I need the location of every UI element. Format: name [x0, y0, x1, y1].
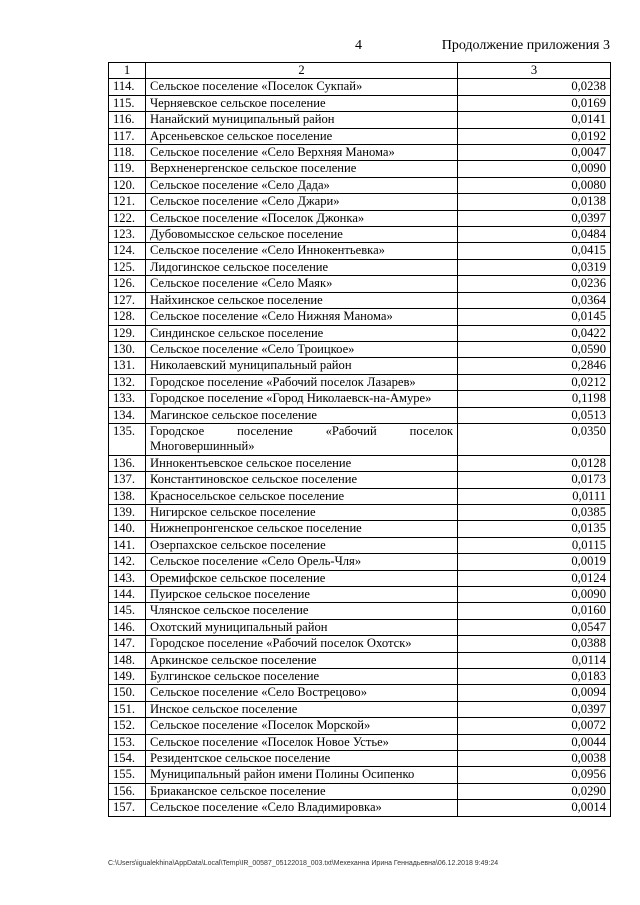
row-value: 0,0094 — [458, 685, 611, 701]
municipality-name: Сельское поселение «Поселок Морской» — [146, 718, 458, 734]
table-row — [109, 636, 611, 652]
municipality-name: Найхинское сельское поселение — [146, 292, 458, 308]
row-number: 131. — [109, 358, 146, 374]
row-number: 133. — [109, 391, 146, 407]
table-row — [109, 243, 611, 259]
row-number: 134. — [109, 407, 146, 423]
row-number: 153. — [109, 734, 146, 750]
row-number: 157. — [109, 800, 146, 816]
row-value: 0,0173 — [458, 472, 611, 488]
table-row — [109, 177, 611, 193]
row-value: 0,0397 — [458, 701, 611, 717]
row-number: 128. — [109, 309, 146, 325]
row-number: 143. — [109, 570, 146, 586]
row-value: 0,0090 — [458, 587, 611, 603]
row-number: 135. — [109, 423, 146, 455]
table-row — [109, 669, 611, 685]
row-number: 124. — [109, 243, 146, 259]
row-number: 138. — [109, 488, 146, 504]
row-value: 0,0135 — [458, 521, 611, 537]
row-value: 0,0236 — [458, 276, 611, 292]
row-value: 0,0319 — [458, 259, 611, 275]
table-row — [109, 210, 611, 226]
row-value: 0,0138 — [458, 194, 611, 210]
table-row — [109, 570, 611, 586]
municipality-name: Сельское поселение «Село Троицкое» — [146, 341, 458, 357]
table-row — [109, 423, 611, 455]
row-number: 126. — [109, 276, 146, 292]
table-row — [109, 325, 611, 341]
row-value: 0,0547 — [458, 619, 611, 635]
municipality-name: Сельское поселение «Село Вострецово» — [146, 685, 458, 701]
row-value: 0,0956 — [458, 767, 611, 783]
table-row — [109, 407, 611, 423]
row-number: 148. — [109, 652, 146, 668]
row-number: 147. — [109, 636, 146, 652]
municipality-name: Арсеньевское сельское поселение — [146, 128, 458, 144]
table-row — [109, 292, 611, 308]
table-row — [109, 783, 611, 799]
row-value: 0,0422 — [458, 325, 611, 341]
column-header: 1 — [109, 63, 146, 79]
row-number: 141. — [109, 537, 146, 553]
table-row — [109, 685, 611, 701]
table-row — [109, 619, 611, 635]
row-number: 156. — [109, 783, 146, 799]
table-row — [109, 652, 611, 668]
table-row — [109, 455, 611, 471]
table-row — [109, 145, 611, 161]
municipality-name: Черняевское сельское поселение — [146, 95, 458, 111]
row-value: 0,0350 — [458, 423, 611, 455]
municipality-name: Нигирское сельское поселение — [146, 504, 458, 520]
row-number: 117. — [109, 128, 146, 144]
row-number: 129. — [109, 325, 146, 341]
municipality-name: Городское поселение «Город Николаевск-на-Амуре» — [146, 391, 458, 407]
table-row — [109, 587, 611, 603]
row-value: 0,2846 — [458, 358, 611, 374]
municipality-name: Булгинское сельское поселение — [146, 669, 458, 685]
row-value: 0,0415 — [458, 243, 611, 259]
municipality-name: Нижнепронгенское сельское поселение — [146, 521, 458, 537]
row-value: 0,0192 — [458, 128, 611, 144]
municipality-name: Сельское поселение «Село Маяк» — [146, 276, 458, 292]
appendix-table — [108, 62, 611, 817]
table-row — [109, 472, 611, 488]
table-row — [109, 358, 611, 374]
row-value: 0,0385 — [458, 504, 611, 520]
table-row — [109, 718, 611, 734]
municipality-name: Сельское поселение «Село Нижняя Манома» — [146, 309, 458, 325]
municipality-name: Сельское поселение «Село Владимировка» — [146, 800, 458, 816]
table-row — [109, 554, 611, 570]
table-row — [109, 112, 611, 128]
municipality-name: Верхненергенское сельское поселение — [146, 161, 458, 177]
municipality-name: Сельское поселение «Поселок Новое Устье» — [146, 734, 458, 750]
table-row — [109, 603, 611, 619]
row-value: 0,0290 — [458, 783, 611, 799]
municipality-name: Иннокентьевское сельское поселение — [146, 455, 458, 471]
row-number: 140. — [109, 521, 146, 537]
row-number: 142. — [109, 554, 146, 570]
municipality-name: Резидентское сельское поселение — [146, 751, 458, 767]
row-value: 0,0114 — [458, 652, 611, 668]
table-row — [109, 259, 611, 275]
municipality-name: Магинское сельское поселение — [146, 407, 458, 423]
row-number: 154. — [109, 751, 146, 767]
row-number: 118. — [109, 145, 146, 161]
municipality-name: Оремифское сельское поселение — [146, 570, 458, 586]
row-value: 0,0080 — [458, 177, 611, 193]
table-row — [109, 374, 611, 390]
municipality-name: Члянское сельское поселение — [146, 603, 458, 619]
row-value: 0,0072 — [458, 718, 611, 734]
row-value: 0,0238 — [458, 79, 611, 95]
municipality-name: Городское поселение «Рабочий поселок Многовершинный» — [146, 423, 458, 455]
row-number: 119. — [109, 161, 146, 177]
table-row — [109, 79, 611, 95]
table-row — [109, 537, 611, 553]
table-row — [109, 504, 611, 520]
row-number: 139. — [109, 504, 146, 520]
row-number: 127. — [109, 292, 146, 308]
row-value: 0,0364 — [458, 292, 611, 308]
municipality-name: Охотский муниципальный район — [146, 619, 458, 635]
municipality-name: Сельское поселение «Поселок Джонка» — [146, 210, 458, 226]
row-number: 144. — [109, 587, 146, 603]
municipality-name: Лидогинское сельское поселение — [146, 259, 458, 275]
column-header: 3 — [458, 63, 611, 79]
municipality-name: Дубовомысское сельское поселение — [146, 227, 458, 243]
row-number: 114. — [109, 79, 146, 95]
table-row — [109, 227, 611, 243]
page-number: 4 — [355, 38, 362, 53]
table-row — [109, 521, 611, 537]
municipality-name: Городское поселение «Рабочий поселок Лазарев» — [146, 374, 458, 390]
row-value: 0,0169 — [458, 95, 611, 111]
table-header-row — [109, 63, 611, 79]
municipality-name: Сельское поселение «Село Дада» — [146, 177, 458, 193]
row-number: 121. — [109, 194, 146, 210]
municipality-name: Аркинское сельское поселение — [146, 652, 458, 668]
row-number: 120. — [109, 177, 146, 193]
row-number: 123. — [109, 227, 146, 243]
row-value: 0,0019 — [458, 554, 611, 570]
municipality-name: Сельское поселение «Село Верхняя Манома» — [146, 145, 458, 161]
row-value: 0,0513 — [458, 407, 611, 423]
column-header: 2 — [146, 63, 458, 79]
row-value: 0,0212 — [458, 374, 611, 390]
row-number: 151. — [109, 701, 146, 717]
continuation-title: Продолжение приложения 3 — [441, 38, 610, 53]
row-number: 149. — [109, 669, 146, 685]
municipality-name: Сельское поселение «Село Джари» — [146, 194, 458, 210]
municipality-name: Инское сельское поселение — [146, 701, 458, 717]
municipality-name: Муниципальный район имени Полины Осипенко — [146, 767, 458, 783]
row-value: 0,0014 — [458, 800, 611, 816]
row-value: 0,0183 — [458, 669, 611, 685]
row-value: 0,0038 — [458, 751, 611, 767]
row-value: 0,0124 — [458, 570, 611, 586]
municipality-name: Озерпахское сельское поселение — [146, 537, 458, 553]
row-number: 152. — [109, 718, 146, 734]
row-number: 155. — [109, 767, 146, 783]
row-number: 132. — [109, 374, 146, 390]
row-value: 0,0484 — [458, 227, 611, 243]
table-row — [109, 701, 611, 717]
row-number: 122. — [109, 210, 146, 226]
municipality-name: Сельское поселение «Село Иннокентьевка» — [146, 243, 458, 259]
row-value: 0,0047 — [458, 145, 611, 161]
row-number: 146. — [109, 619, 146, 635]
row-value: 0,0128 — [458, 455, 611, 471]
municipality-name: Красносельское сельское поселение — [146, 488, 458, 504]
row-number: 130. — [109, 341, 146, 357]
municipality-name: Нанайский муниципальный район — [146, 112, 458, 128]
row-value: 0,0115 — [458, 537, 611, 553]
row-value: 0,0388 — [458, 636, 611, 652]
table-row — [109, 767, 611, 783]
table-row — [109, 128, 611, 144]
row-number: 116. — [109, 112, 146, 128]
row-value: 0,0141 — [458, 112, 611, 128]
table-row — [109, 309, 611, 325]
table-row — [109, 751, 611, 767]
row-number: 137. — [109, 472, 146, 488]
table-row — [109, 194, 611, 210]
row-number: 150. — [109, 685, 146, 701]
row-value: 0,0160 — [458, 603, 611, 619]
table-row — [109, 341, 611, 357]
row-number: 125. — [109, 259, 146, 275]
municipality-name: Бриаканское сельское поселение — [146, 783, 458, 799]
municipality-name: Сельское поселение «Поселок Сукпай» — [146, 79, 458, 95]
row-number: 145. — [109, 603, 146, 619]
municipality-name: Пуирское сельское поселение — [146, 587, 458, 603]
row-value: 0,0397 — [458, 210, 611, 226]
row-value: 0,0590 — [458, 341, 611, 357]
row-value: 0,0090 — [458, 161, 611, 177]
row-value: 0,0111 — [458, 488, 611, 504]
row-value: 0,0145 — [458, 309, 611, 325]
municipality-name: Сельское поселение «Село Орель-Чля» — [146, 554, 458, 570]
municipality-name: Константиновское сельское поселение — [146, 472, 458, 488]
row-value: 0,0044 — [458, 734, 611, 750]
table-row — [109, 734, 611, 750]
table-row — [109, 95, 611, 111]
table-row — [109, 276, 611, 292]
table-row — [109, 488, 611, 504]
document-footer-path: C:\Users\igualekhina\AppData\Local\Temp\IR_00587_05122018_003.txt\Мехеханна Ирина Геннадьевна\06.12.2018 9:49:24 — [108, 860, 499, 867]
table-row — [109, 161, 611, 177]
row-number: 115. — [109, 95, 146, 111]
table-body — [109, 79, 611, 816]
municipality-name: Николаевский муниципальный район — [146, 358, 458, 374]
row-number: 136. — [109, 455, 146, 471]
table-row — [109, 800, 611, 816]
table-row — [109, 391, 611, 407]
municipality-name: Городское поселение «Рабочий поселок Охотск» — [146, 636, 458, 652]
municipality-name: Синдинское сельское поселение — [146, 325, 458, 341]
row-value: 0,1198 — [458, 391, 611, 407]
